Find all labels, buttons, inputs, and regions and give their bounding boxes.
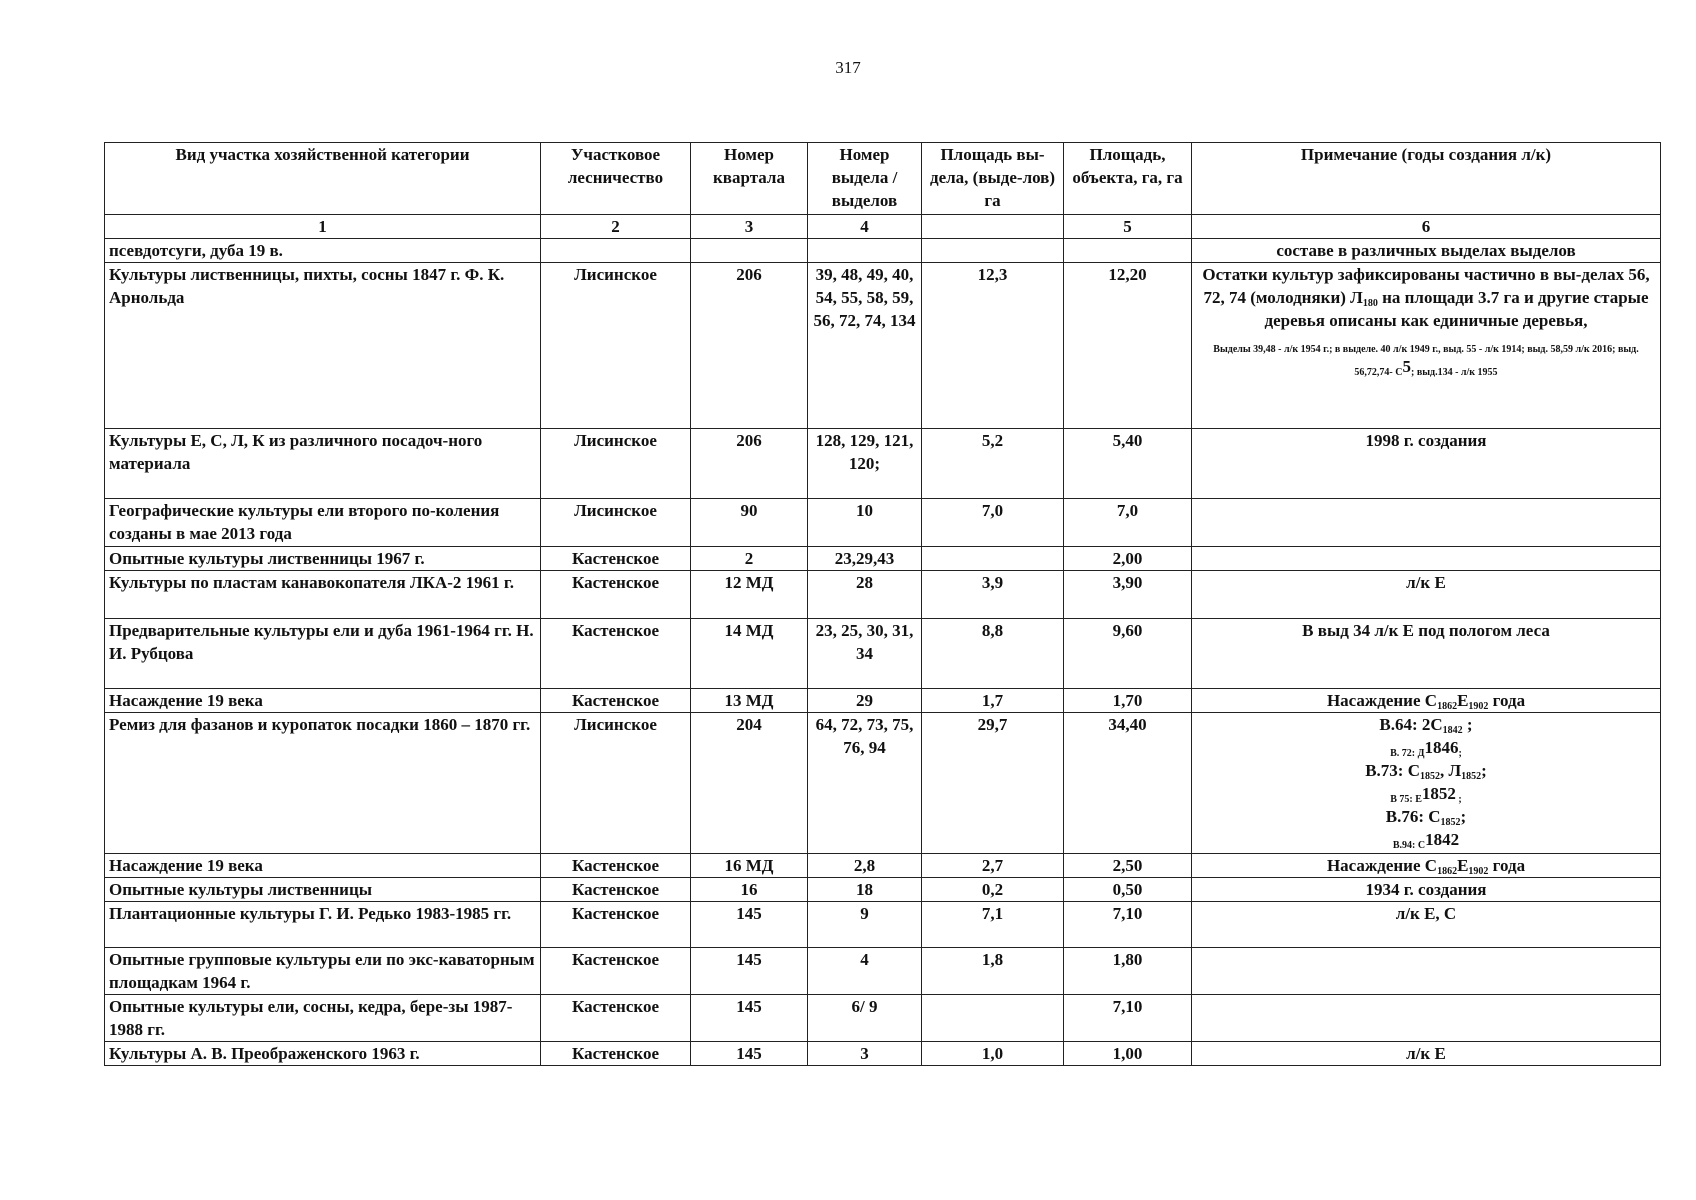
forestry-cell: Лисинское	[541, 499, 691, 547]
plots-cell: 29	[808, 689, 922, 713]
plot-area-cell: 7,1	[922, 902, 1064, 948]
quarter-cell: 90	[691, 499, 808, 547]
category-cell: Плантационные культуры Г. И. Редько 1983-1985 гг.	[105, 902, 541, 948]
category-cell: Географические культуры ели второго по-коления созданы в мае 2013 года	[105, 499, 541, 547]
quarter-cell: 16 МД	[691, 854, 808, 878]
forestry-cell: Лисинское	[541, 263, 691, 429]
note-text: 1846	[1424, 738, 1459, 757]
note-cell: л/к Е	[1192, 571, 1661, 619]
table-row	[105, 878, 1661, 902]
object-area-cell: 7,10	[1064, 995, 1192, 1042]
header-cell: Номер выдела / выделов	[808, 143, 922, 215]
forestry-cell: Кастенское	[541, 689, 691, 713]
note-cell	[1192, 948, 1661, 995]
note-cell	[1192, 689, 1661, 713]
table-row	[105, 902, 1661, 948]
table-row	[105, 995, 1661, 1042]
header-row	[105, 143, 1661, 215]
quarter-cell: 13 МД	[691, 689, 808, 713]
category-cell: Насаждение 19 века	[105, 689, 541, 713]
plot-area-cell: 5,2	[922, 429, 1064, 499]
note-cell	[1192, 995, 1661, 1042]
note-text: ;	[1481, 761, 1487, 780]
note-subscript: В.94: С	[1392, 840, 1426, 851]
header-cell: Площадь, объекта, га, га	[1064, 143, 1192, 215]
table-row	[105, 689, 1661, 713]
category-cell: Опытные культуры лиственницы	[105, 878, 541, 902]
plots-cell: 10	[808, 499, 922, 547]
plot-area-cell	[922, 547, 1064, 571]
quarter-cell: 145	[691, 948, 808, 995]
object-area-cell: 1,70	[1064, 689, 1192, 713]
forestry-cell: Кастенское	[541, 878, 691, 902]
plot-area-cell: 3,9	[922, 571, 1064, 619]
note-subscript: 1852	[1419, 771, 1440, 782]
category-cell: Культуры по пластам канавокопателя ЛКА-2 1961 г.	[105, 571, 541, 619]
plot-area-cell: 1,0	[922, 1042, 1064, 1066]
forestry-cell: Кастенское	[541, 1042, 691, 1066]
note-text: В.73: С	[1365, 761, 1420, 780]
plots-cell: 64, 72, 73, 75, 76, 94	[808, 713, 922, 854]
category-cell: Насаждение 19 века	[105, 854, 541, 878]
forest-culture-table	[104, 142, 1661, 1066]
note-text: В.64: 2С	[1379, 715, 1443, 734]
plot-area-cell: 7,0	[922, 499, 1064, 547]
plot-area-cell	[922, 995, 1064, 1042]
header-cell: Примечание (годы создания л/к)	[1192, 143, 1661, 215]
note-subscript: 1842	[1442, 725, 1463, 736]
table-row	[105, 547, 1661, 571]
note-subscript: ; выд.134 - л/к 1955	[1410, 367, 1498, 378]
note-text: 1852	[1421, 784, 1456, 803]
plots-cell	[808, 239, 922, 263]
forestry-cell: Кастенское	[541, 547, 691, 571]
table-row	[105, 429, 1661, 499]
plots-cell: 6/ 9	[808, 995, 922, 1042]
plot-area-cell: 12,3	[922, 263, 1064, 429]
table-row	[105, 713, 1661, 854]
category-cell: Опытные культуры лиственницы 1967 г.	[105, 547, 541, 571]
note-subscript: ;	[1458, 748, 1462, 759]
note-text: Е	[1457, 856, 1469, 875]
quarter-cell	[691, 239, 808, 263]
forestry-cell: Кастенское	[541, 619, 691, 689]
object-area-cell: 2,50	[1064, 854, 1192, 878]
plot-area-cell: 0,2	[922, 878, 1064, 902]
note-cell: 1998 г. создания	[1192, 429, 1661, 499]
plots-cell: 18	[808, 878, 922, 902]
category-cell: Предварительные культуры ели и дуба 1961-1964 гг. Н. И. Рубцова	[105, 619, 541, 689]
note-cell	[1192, 263, 1661, 429]
object-area-cell: 2,00	[1064, 547, 1192, 571]
object-area-cell: 3,90	[1064, 571, 1192, 619]
quarter-cell: 12 МД	[691, 571, 808, 619]
header-cell: Площадь вы-дела, (выде-лов) га	[922, 143, 1064, 215]
plots-cell: 4	[808, 948, 922, 995]
table-row	[105, 571, 1661, 619]
note-cell: л/к Е, С	[1192, 902, 1661, 948]
column-number	[922, 215, 1064, 239]
column-number: 4	[808, 215, 922, 239]
note-subscript: Выделы 39,48 - л/к 1954 г.; в выделе. 40 л/к 1949 г., выд. 55 - л/к 1914; выд. 58,59 л/к 2016; выд. 56,72,74- С	[1213, 344, 1639, 378]
plots-cell: 128, 129, 121, 120;	[808, 429, 922, 499]
header-cell: Участковое лесничество	[541, 143, 691, 215]
table-row	[105, 239, 1661, 263]
plot-area-cell	[922, 239, 1064, 263]
plots-cell: 23,29,43	[808, 547, 922, 571]
plot-area-cell: 8,8	[922, 619, 1064, 689]
note-text: ;	[1460, 807, 1467, 826]
note-cell	[1192, 499, 1661, 547]
note-text: года	[1488, 691, 1526, 710]
object-area-cell: 34,40	[1064, 713, 1192, 854]
note-text: Насаждение С	[1326, 856, 1438, 875]
plot-area-cell: 2,7	[922, 854, 1064, 878]
object-area-cell: 7,10	[1064, 902, 1192, 948]
quarter-cell: 2	[691, 547, 808, 571]
column-number: 6	[1192, 215, 1661, 239]
forestry-cell: Кастенское	[541, 854, 691, 878]
forestry-cell: Кастенское	[541, 571, 691, 619]
table-row	[105, 1042, 1661, 1066]
quarter-cell: 145	[691, 902, 808, 948]
quarter-cell: 206	[691, 429, 808, 499]
object-area-cell: 9,60	[1064, 619, 1192, 689]
note-subscript: 1862	[1437, 866, 1458, 877]
note-cell: 1934 г. создания	[1192, 878, 1661, 902]
forestry-cell: Кастенское	[541, 995, 691, 1042]
note-cell: составе в различных выделах выделов	[1192, 239, 1661, 263]
plots-cell: 2,8	[808, 854, 922, 878]
note-cell: В выд 34 л/к Е под пологом леса	[1192, 619, 1661, 689]
column-number-row	[105, 215, 1661, 239]
note-subscript: В 75: Е	[1390, 794, 1422, 805]
column-number: 5	[1064, 215, 1192, 239]
quarter-cell: 16	[691, 878, 808, 902]
quarter-cell: 206	[691, 263, 808, 429]
note-text: Е	[1457, 691, 1469, 710]
note-text: , Л	[1439, 761, 1462, 780]
note-text: 1842	[1425, 830, 1460, 849]
note-subscript: 1852	[1440, 817, 1461, 828]
object-area-cell: 1,80	[1064, 948, 1192, 995]
forestry-cell: Лисинское	[541, 713, 691, 854]
category-cell: Опытные групповые культуры ели по экс-каваторным площадкам 1964 г.	[105, 948, 541, 995]
note-cell	[1192, 854, 1661, 878]
page-number: 317	[835, 58, 861, 77]
quarter-cell: 145	[691, 995, 808, 1042]
forestry-cell: Кастенское	[541, 948, 691, 995]
note-subscript: 1902	[1468, 701, 1489, 712]
header-cell: Вид участка хозяйственной категории	[105, 143, 541, 215]
forestry-cell	[541, 239, 691, 263]
note-text: Остатки культур зафиксированы частично в вы-делах 56, 72, 74 (молодняки) Л	[1202, 265, 1650, 307]
table-row	[105, 263, 1661, 429]
note-text: на площади 3.7 га и другие старые деревья описаны как единичные деревья,	[1264, 288, 1649, 330]
quarter-cell: 204	[691, 713, 808, 854]
object-area-cell: 7,0	[1064, 499, 1192, 547]
object-area-cell	[1064, 239, 1192, 263]
table-row	[105, 948, 1661, 995]
note-text: 5	[1402, 357, 1411, 376]
plots-cell: 9	[808, 902, 922, 948]
note-subscript: В. 72: Д	[1390, 748, 1425, 759]
plot-area-cell: 1,8	[922, 948, 1064, 995]
forestry-cell: Лисинское	[541, 429, 691, 499]
note-subscript: ;	[1455, 794, 1462, 805]
column-number: 1	[105, 215, 541, 239]
header-cell: Номер квартала	[691, 143, 808, 215]
column-number: 3	[691, 215, 808, 239]
note-cell: л/к Е	[1192, 1042, 1661, 1066]
category-cell: Культуры Е, С, Л, К из различного посадоч-ного материала	[105, 429, 541, 499]
category-cell: Ремиз для фазанов и куропаток посадки 1860 – 1870 гг.	[105, 713, 541, 854]
category-cell: Опытные культуры ели, сосны, кедра, бере-зы 1987-1988 гг.	[105, 995, 541, 1042]
note-text: ;	[1462, 715, 1473, 734]
note-text: Насаждение С	[1326, 691, 1438, 710]
note-text: года	[1488, 856, 1526, 875]
column-number: 2	[541, 215, 691, 239]
note-subscript: 1902	[1468, 866, 1489, 877]
note-cell	[1192, 713, 1661, 854]
table-row	[105, 854, 1661, 878]
table-body	[105, 239, 1661, 1066]
category-cell: Культуры лиственницы, пихты, сосны 1847 г. Ф. К. Арнольда	[105, 263, 541, 429]
quarter-cell: 145	[691, 1042, 808, 1066]
note-text: В.76: С	[1385, 807, 1441, 826]
table-row	[105, 619, 1661, 689]
note-subscript: 180	[1362, 298, 1378, 309]
quarter-cell: 14 МД	[691, 619, 808, 689]
plot-area-cell: 1,7	[922, 689, 1064, 713]
category-cell: псевдотсуги, дуба 19 в.	[105, 239, 541, 263]
table-row	[105, 499, 1661, 547]
forestry-cell: Кастенское	[541, 902, 691, 948]
plot-area-cell: 29,7	[922, 713, 1064, 854]
object-area-cell: 1,00	[1064, 1042, 1192, 1066]
plots-cell: 23, 25, 30, 31, 34	[808, 619, 922, 689]
object-area-cell: 5,40	[1064, 429, 1192, 499]
plots-cell: 28	[808, 571, 922, 619]
plots-cell: 3	[808, 1042, 922, 1066]
note-subscript: 1852	[1461, 771, 1482, 782]
note-subscript: 1862	[1437, 701, 1458, 712]
plots-cell: 39, 48, 49, 40, 54, 55, 58, 59, 56, 72, 74, 134	[808, 263, 922, 429]
note-cell	[1192, 547, 1661, 571]
object-area-cell: 12,20	[1064, 263, 1192, 429]
category-cell: Культуры А. В. Преображенского 1963 г.	[105, 1042, 541, 1066]
object-area-cell: 0,50	[1064, 878, 1192, 902]
